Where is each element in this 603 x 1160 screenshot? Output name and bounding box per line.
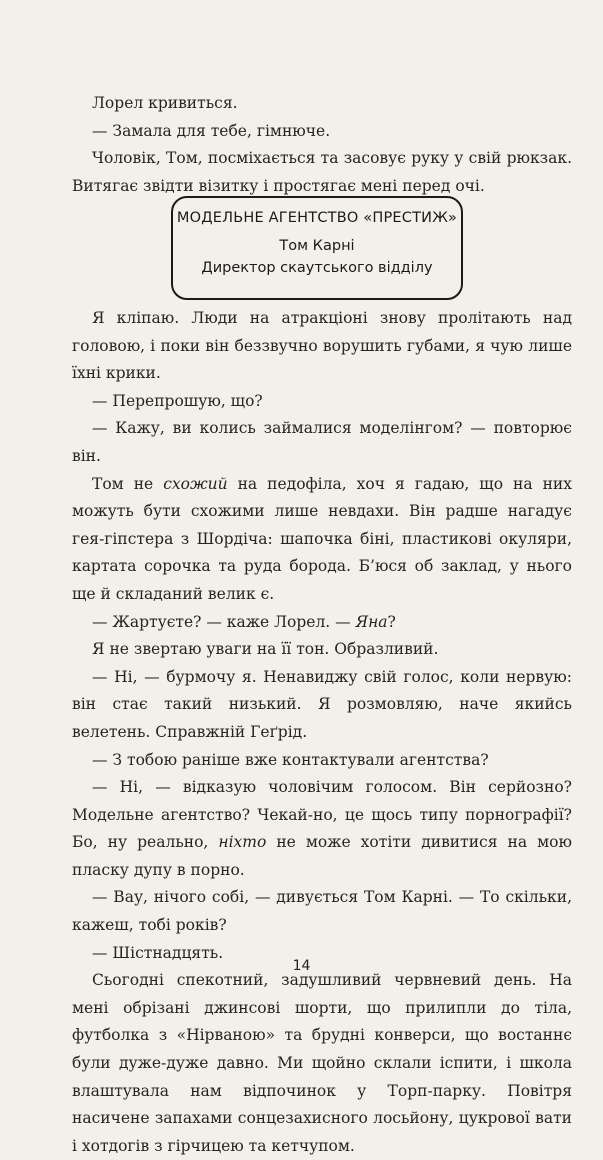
text-block-top bbox=[72, 90, 572, 200]
emphasis: ніхто bbox=[218, 833, 267, 852]
paragraph: Чоловік, Том, посміхається та засовує руку у свій рюкзак. Витягає звідти візитку і простягає мені перед очі. bbox=[72, 149, 572, 195]
text-run: ? bbox=[387, 612, 396, 631]
paragraph: — Перепрошую, що? bbox=[92, 391, 263, 410]
emphasis: Яна bbox=[355, 612, 388, 631]
emphasis: схожий bbox=[163, 474, 228, 493]
paragraph: — Шістнадцять. bbox=[92, 943, 224, 962]
card-person: Том Карні bbox=[279, 238, 355, 254]
paragraph: Я кліпаю. Люди на атракціоні знову пролітають над головою, і поки він беззвучно ворушить губами, я чую лише їхні крики. bbox=[72, 309, 572, 383]
text-run: на педофіла, хоч я гадаю, що на них можуть бути схожими лише невдахи. Він радше нагадує гея-гіпстера з Шордіча: шапочка біні, пластикові окуляри, картата сорочка та руда борода. Б’юся об заклад, у нього ще й складаний велик є. bbox=[72, 474, 572, 603]
paragraph: — Кажу, ви колись займалися моделінгом? — повторює він. bbox=[72, 419, 572, 465]
business-card bbox=[171, 196, 463, 300]
text-run: не може хотіти дивитися на мою пласку дупу в порно. bbox=[72, 833, 572, 879]
paragraph bbox=[72, 774, 572, 884]
paragraph bbox=[72, 609, 572, 637]
paragraph bbox=[72, 471, 572, 609]
page-number: 14 bbox=[292, 958, 311, 974]
text-run: — Жартуєте? — каже Лорел. — bbox=[92, 612, 356, 631]
text-run: Том не bbox=[92, 474, 164, 493]
text-run: — Ні, — відказую чоловічим голосом. Він серйозно? Модельне агентство? Чекай-но, це щось типу порнографії? Бо, ну реально, bbox=[72, 778, 572, 852]
paragraph: — Замала для тебе, гімнюче. bbox=[92, 121, 331, 140]
paragraph: Сьогодні спекотний, задушливий червневий день. На мені обрізані джинсові шорти, що прилипли до тіла, футболка з «Нірваною» та брудні конверси, що востаннє були дуже-дуже давно. Ми щойно склали іспити, і школа влаштувала нам відпочинок у Торп-парку. Повітря насичене запахами сонцезахисного лосьйону, цукрової вати і хотдогів з гірчицею та кетчупом. bbox=[72, 971, 572, 1155]
text-block-bottom bbox=[72, 305, 572, 1160]
paragraph: Я не звертаю уваги на її тон. Образливий. bbox=[92, 640, 439, 659]
paragraph: Лорел кривиться. bbox=[92, 94, 238, 112]
card-role: Директор скаутського відділу bbox=[201, 260, 433, 276]
paragraph: — Ні, — бурмочу я. Ненавиджу свій голос, коли нервую: він стає такий низький. Я розмовляю, наче якийсь велетень. Справжній Геґрід. bbox=[72, 667, 572, 741]
paragraph: — Вау, нічого собі, — дивується Том Карні. — То скільки, кажеш, тобі років? bbox=[72, 888, 572, 935]
card-agency: МОДЕЛЬНЕ АГЕНТСТВО «ПРЕСТИЖ» bbox=[176, 210, 458, 226]
paragraph: — З тобою раніше вже контактували агентства? bbox=[92, 750, 489, 769]
